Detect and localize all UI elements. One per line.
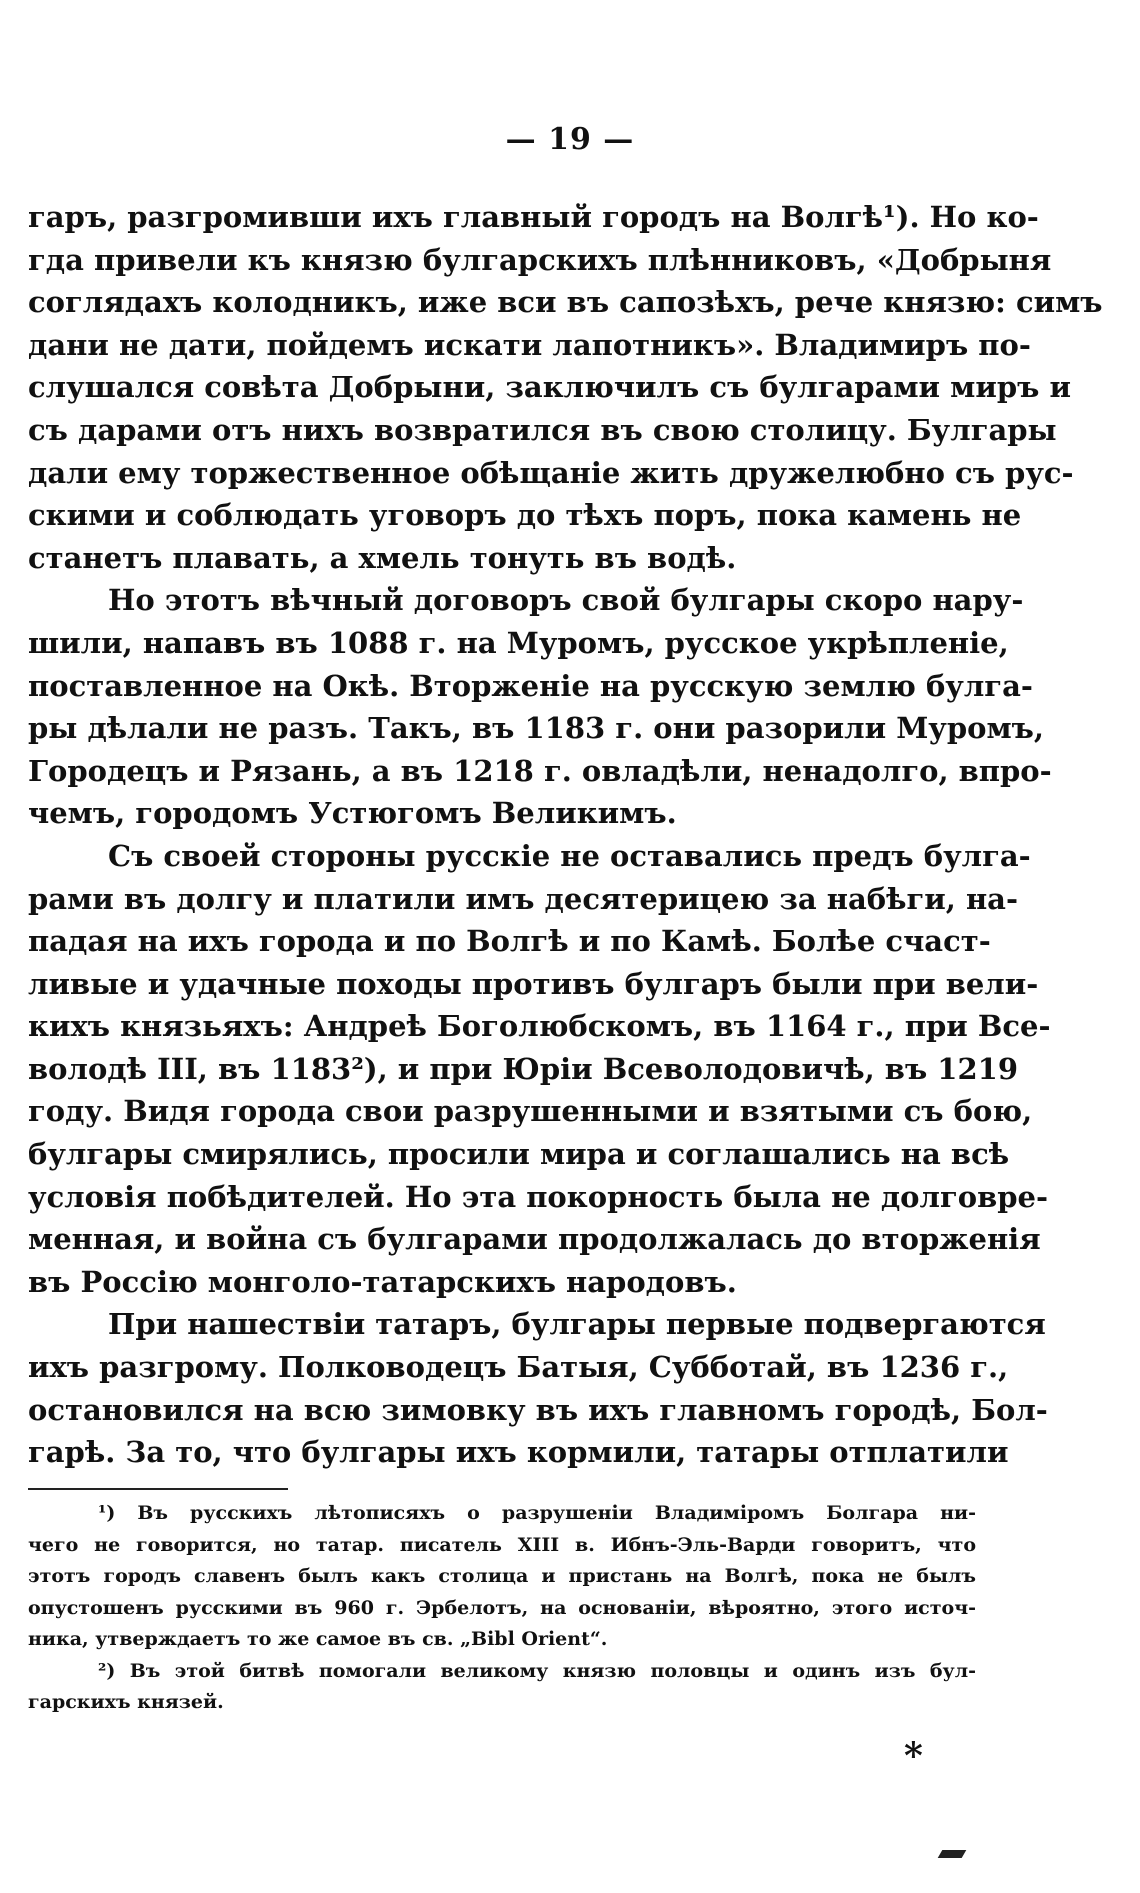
text-line: булгары смирялись, просили мира и соглашались на всѣ bbox=[28, 1137, 1010, 1172]
text-line: поставленное на Окѣ. Вторженіе на русскую землю булга- bbox=[28, 668, 1033, 703]
footnote-line: ника, утверждаетъ то же самое въ св. „Bibl Orient“. bbox=[28, 1628, 608, 1650]
text-line: году. Видя города свои разрушенными и взятыми съ бою, bbox=[28, 1094, 1033, 1129]
text-line: падая на ихъ города и по Волгѣ и по Камѣ. Болѣе счаст- bbox=[28, 924, 991, 959]
text-line: шили, напавъ въ 1088 г. на Муромъ, русское укрѣпленіе, bbox=[28, 625, 1009, 660]
paragraph-start-line: При нашествіи татаръ, булгары первые подвергаются bbox=[108, 1307, 1046, 1342]
text-line: скими и соблюдать уговоръ до тѣхъ поръ, пока камень не bbox=[28, 498, 1022, 533]
text-line: остановился на всю зимовку въ ихъ главномъ городѣ, Бол- bbox=[28, 1392, 1048, 1427]
text-line: съ дарами отъ нихъ возвратился въ свою столицу. Булгары bbox=[28, 412, 1057, 447]
footnote-line: этотъ городъ славенъ былъ какъ столица и пристань на Волгѣ, пока не былъ bbox=[28, 1565, 976, 1587]
text-line: соглядахъ колодникъ, иже вси въ сапозѣхъ, рече князю: симъ bbox=[28, 285, 1103, 320]
text-line: гарѣ. За то, что булгары ихъ кормили, татары отплатили bbox=[28, 1435, 1009, 1470]
footnote-line: ¹) Въ русскихъ лѣтописяхъ о разрушеніи Владиміромъ Болгара ни- bbox=[98, 1502, 976, 1524]
text-line: гаръ, разгромивши ихъ главный городъ на Волгѣ¹). Но ко- bbox=[28, 200, 1039, 234]
text-line: станетъ плавать, а хмель тонуть въ водѣ. bbox=[28, 540, 737, 575]
footnote-line: чего не говорится, но татар. писатель XIII в. Ибнъ-Эль-Варди говоритъ, что bbox=[28, 1533, 976, 1556]
corner-mark bbox=[938, 1850, 967, 1858]
footnote-line: опустошенъ русскими въ 960 г. Эрбелотъ, на основаніи, вѣроятно, этого источ- bbox=[28, 1596, 976, 1619]
text-line: въ Россію монголо-татарскихъ народовъ. bbox=[28, 1264, 737, 1299]
text-line: Городецъ и Рязань, а въ 1218 г. овладѣли, ненадолго, впро- bbox=[28, 753, 1052, 788]
paragraph-start-line: Съ своей стороны русскіе не оставались предъ булга- bbox=[108, 838, 1031, 873]
footnote-line: гарскихъ князей. bbox=[28, 1691, 224, 1713]
text-line: дани не дати, пойдемъ искати лапотникъ». Владимиръ по- bbox=[28, 327, 1031, 362]
text-line: слушался совѣта Добрыни, заключилъ съ булгарами миръ и bbox=[28, 370, 1071, 405]
footnotes bbox=[28, 1498, 976, 1719]
footnote-line: ²) Въ этой битвѣ помогали великому князю половцы и одинъ изъ бул- bbox=[98, 1659, 976, 1682]
footnote-divider bbox=[28, 1488, 288, 1490]
text-line: володѣ III, въ 1183²), и при Юріи Всеволодовичѣ, въ 1219 bbox=[28, 1051, 1018, 1086]
main-text bbox=[28, 196, 1103, 1474]
signature-mark: * bbox=[904, 1735, 923, 1777]
text-line: ихъ разгрому. Полководецъ Батыя, Субботай, въ 1236 г., bbox=[28, 1350, 1009, 1385]
text-line: менная, и война съ булгарами продолжалась до вторженія bbox=[28, 1222, 1041, 1257]
paragraph-start-line: Но этотъ вѣчный договоръ свой булгары скоро нару- bbox=[108, 583, 1024, 618]
text-line: дали ему торжественное обѣщаніе жить дружелюбно съ рус- bbox=[28, 455, 1074, 490]
page-number: — 19 — bbox=[505, 122, 635, 157]
text-line: чемъ, городомъ Устюгомъ Великимъ. bbox=[28, 796, 677, 831]
text-line: ры дѣлали не разъ. Такъ, въ 1183 г. они разорили Муромъ, bbox=[28, 711, 1045, 746]
text-line: рами въ долгу и платили имъ десятерицею за набѣги, на- bbox=[28, 881, 1018, 916]
text-line: условія побѣдителей. Но эта покорность была не долговре- bbox=[28, 1179, 1048, 1214]
text-line: кихъ князьяхъ: Андреѣ Боголюбскомъ, въ 1164 г., при Все- bbox=[28, 1009, 1051, 1044]
text-line: ливые и удачные походы противъ булгаръ были при вели- bbox=[28, 966, 1039, 1001]
text-line: гда привели къ князю булгарскихъ плѣнниковъ, «Добрыня bbox=[28, 242, 1052, 277]
